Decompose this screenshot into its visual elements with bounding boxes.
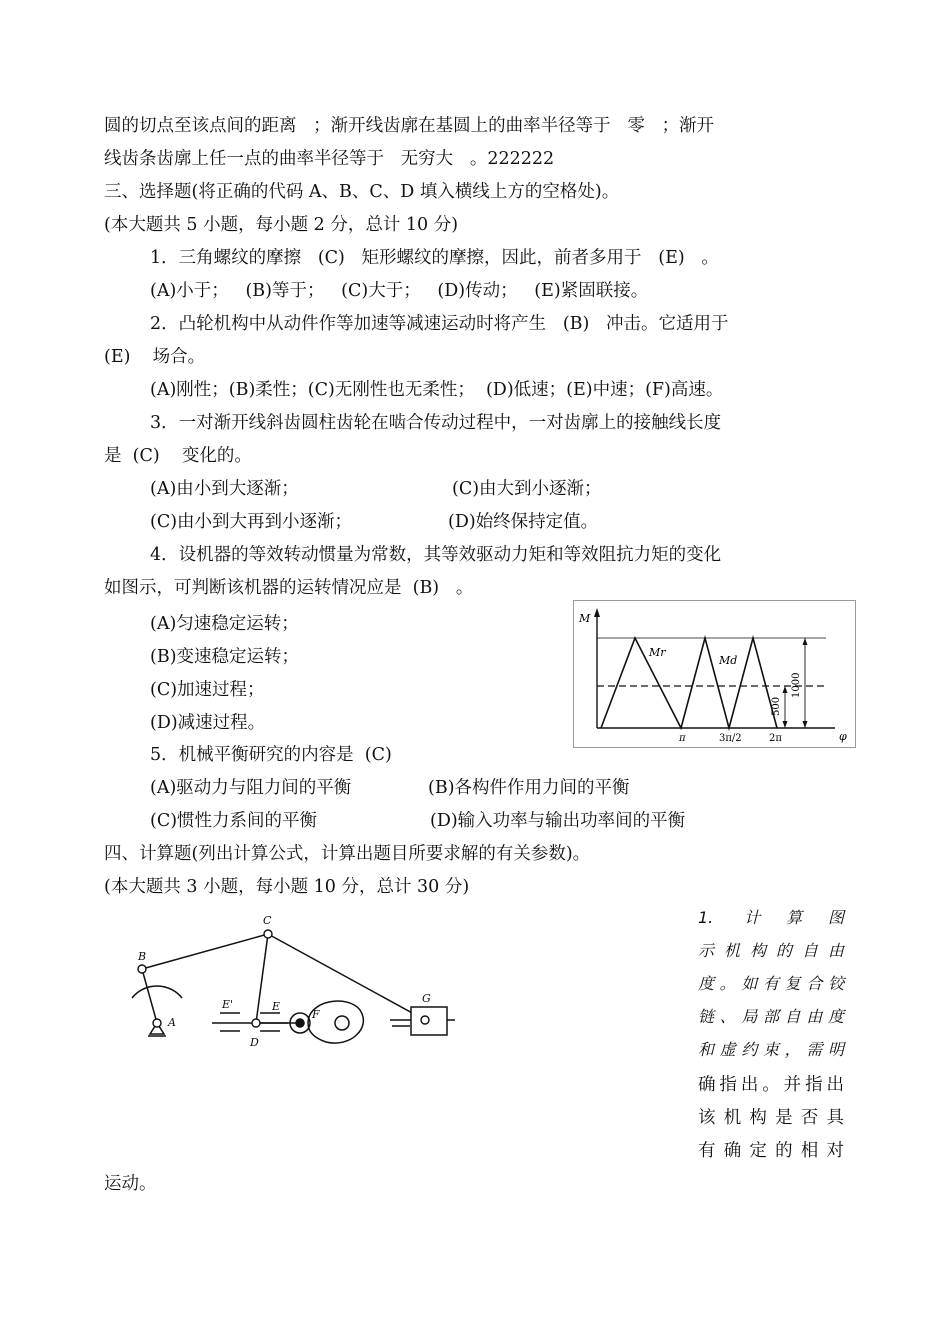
label-d: D (250, 1036, 259, 1049)
question-2-options: (A)刚性；(B)柔性；(C)无刚性也无柔性； (D)低速；(E)中速；(F)高速。 (150, 380, 724, 400)
calc-1-line-5: 和虚约束，需明 (698, 1040, 844, 1059)
question-5-option-c: (C)惯性力系间的平衡 (150, 811, 318, 831)
y-axis-label: M (579, 612, 591, 625)
mechanism-diagram (120, 910, 470, 1060)
question-3-option-d: (D)始终保持定值。 (448, 512, 599, 532)
joint-g (421, 1016, 429, 1024)
joint-c (264, 930, 272, 938)
calc-1-line-6: 确指出。并指出 (698, 1075, 844, 1095)
question-4-option-c: (C)加速过程； (150, 680, 265, 700)
label-g: G (422, 992, 431, 1005)
section-4-note: (本大题共 3 小题，每小题 10 分，总计 30 分) (104, 877, 470, 897)
link-cd (256, 934, 268, 1023)
section-4-title: 四、计算题(列出计算公式，计算出题目所要求解的有关参数)。 (104, 844, 591, 864)
x-axis-label: φ (839, 730, 847, 743)
joint-b (138, 965, 146, 973)
question-1-options: (A)小于； (B)等于； (C)大于； (D)传动； (E)紧固联接。 (150, 281, 649, 301)
calc-1-line-3: 度。如有复合铰 (698, 974, 844, 993)
link-bc (142, 934, 268, 969)
question-4-option-a: (A)匀速稳定运转； (150, 614, 299, 634)
question-4: 4．设机器的等效转动惯量为常数，其等效驱动力矩和等效阻抗力矩的变化 (150, 545, 722, 565)
question-3-cont: 是 (C) 变化的。 (104, 446, 252, 466)
question-5-option-a: (A)驱动力与阻力间的平衡 (150, 778, 352, 798)
question-1: 1．三角螺纹的摩擦 (C) 矩形螺纹的摩擦，因此，前者多用于 (E) 。 (150, 248, 719, 268)
x-tick-2pi: 2π (769, 733, 782, 744)
x-tick-pi: π (679, 733, 686, 744)
torque-diagram (573, 600, 856, 748)
question-4-cont: 如图示，可判断该机器的运转情况应是 (B) 。 (104, 578, 474, 598)
question-3-option-a: (A)由小到大逐渐； (150, 479, 299, 499)
label-a: A (168, 1016, 176, 1029)
label-b: B (138, 950, 147, 963)
calc-1-line-1: 1. 计算图 (698, 908, 844, 927)
joint-d (252, 1019, 260, 1027)
dim-label-500: 500 (771, 696, 782, 716)
question-4-option-d: (D)减速过程。 (150, 713, 266, 733)
question-2-cont: (E) 场合。 (104, 347, 206, 367)
link-ab (142, 969, 157, 1023)
link-cg (268, 934, 425, 1020)
question-4-option-b: (B)变速稳定运转； (150, 647, 300, 667)
calc-1-line-8: 有确定的相对 (698, 1141, 844, 1161)
x-tick-3pi-2: 3π/2 (719, 733, 742, 744)
curve-label-md: Md (719, 654, 738, 667)
question-5: 5．机械平衡研究的内容是 (C) (150, 745, 392, 765)
label-e: E (272, 1000, 281, 1013)
label-f: F (312, 1008, 320, 1021)
rotation-arc (132, 986, 182, 998)
joint-a (153, 1019, 161, 1027)
question-3: 3．一对渐开线斜齿圆柱齿轮在啮合传动过程中，一对齿廓上的接触线长度 (150, 413, 722, 433)
question-5-option-b: (B)各构件作用力间的平衡 (428, 778, 630, 798)
dim-label-1000: 1000 (791, 672, 802, 698)
section-3-note: (本大题共 5 小题，每小题 2 分，总计 10 分) (104, 215, 459, 235)
curve-label-mr: Mr (649, 646, 666, 659)
line-1: 圆的切点至该点间的距离 ；渐开线齿廓在基圆上的曲率半径等于 零 ；渐开 (104, 116, 715, 136)
question-3-option-c: (C)由大到小逐渐； (452, 479, 602, 499)
calc-1-end: 运动。 (104, 1174, 157, 1194)
label-c: C (263, 914, 272, 927)
calc-1-line-2: 示机构的自由 (698, 941, 844, 960)
line-2: 线齿条齿廓上任一点的曲率半径等于 无穷大 。222222 (104, 149, 555, 169)
question-2: 2．凸轮机构中从动件作等加速等减速运动时将产生 (B) 冲击。它适用于 (150, 314, 729, 334)
cam-pivot (335, 1016, 349, 1030)
question-3-option-c2: (C)由小到大再到小逐渐； (150, 512, 353, 532)
calc-1-line-4: 链、局部自由度 (698, 1007, 844, 1026)
calc-1-line-7: 该机构是否具 (698, 1108, 844, 1128)
label-e-prime: E' (222, 998, 234, 1011)
section-3-title: 三、选择题(将正确的代码 A、B、C、D 填入横线上方的空格处)。 (104, 182, 620, 202)
question-5-option-d: (D)输入功率与输出功率间的平衡 (430, 811, 686, 831)
